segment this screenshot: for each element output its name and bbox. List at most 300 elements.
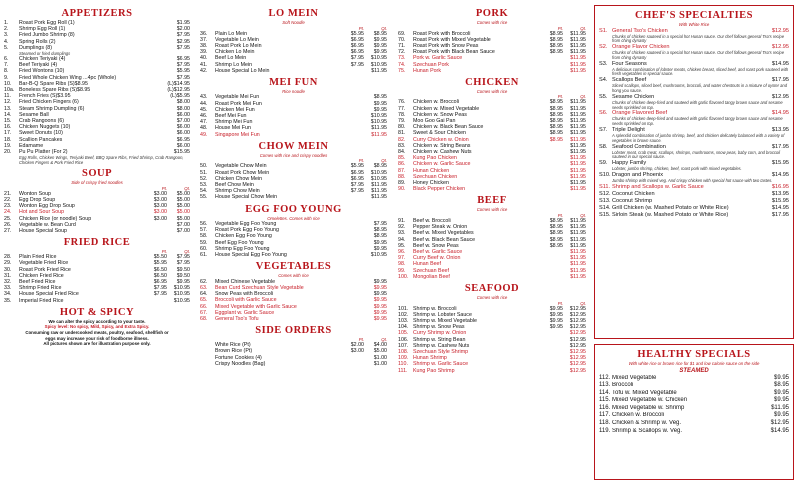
item-price-pint: $8.95 <box>549 224 563 231</box>
item-number: 39. <box>200 49 208 56</box>
menu-item[interactable] <box>200 132 387 138</box>
item-price-quart: $5.00 <box>176 209 190 216</box>
item-name: Chicken w. Broccoli <box>413 99 459 106</box>
item-price-quart: $11.95 <box>570 242 586 249</box>
item-price: $13.95 <box>771 190 789 197</box>
item-number: S9. <box>599 160 608 167</box>
item-number: 97. <box>398 255 406 262</box>
item-name: House Mei Fun <box>215 125 251 132</box>
item-name: Roast Pork Egg Roll (1) <box>19 20 75 26</box>
item-name: Szechuan Chicken <box>413 173 458 180</box>
item-price-quart: $10.95 <box>370 61 387 68</box>
item-number: 46. <box>200 113 208 120</box>
item-number: 96. <box>398 248 406 255</box>
item-number: 41. <box>200 61 208 68</box>
item-number: 87. <box>398 167 406 174</box>
item-number: 84. <box>398 149 406 156</box>
item-description: Chunks of chicken deep-fried and sauteed with garlic flavored tangy brown sauce and sesame seeds sprinkled on top. <box>612 116 783 127</box>
item-price-quart: $10.95 <box>173 291 190 298</box>
menu-item[interactable] <box>200 361 387 367</box>
chicken-section <box>398 77 586 193</box>
item-note: Steamed or fried dumplings <box>19 51 71 57</box>
item-price-pint: $8.95 <box>549 36 563 43</box>
item-name: Chicken w. Snow Peas <box>413 111 467 118</box>
item-price: $6.95 <box>176 136 190 143</box>
item-price-pint: $6.95 <box>350 42 364 49</box>
eggfooyoung-subtitle: Omelettes. Comes with rice <box>267 215 320 221</box>
item-number: 4. <box>4 38 9 45</box>
item-name: Bean Curd Szechuan Style Vegetable <box>215 284 304 291</box>
item-price-pint: $3.00 <box>153 203 167 210</box>
pork-section <box>398 8 586 74</box>
item-number: 79. <box>398 118 406 125</box>
meifun-section <box>200 77 387 138</box>
pint-header: Pt. <box>557 94 563 100</box>
item-number: 55. <box>200 194 208 201</box>
item-number: S6. <box>599 110 608 117</box>
item-price-quart: $11.95 <box>371 188 387 195</box>
item-price-quart: $9.95 <box>373 42 387 49</box>
item-name: Chicken Rice (or noodle) Soup <box>19 215 92 222</box>
healthy-item[interactable] <box>599 405 789 413</box>
eggfooyoung-section <box>200 204 387 259</box>
item-number: 2. <box>4 26 9 33</box>
item-price-pint <box>341 68 364 74</box>
item-price-quart: $8.95 <box>373 227 387 234</box>
item-name: Kung Pao Chicken <box>413 155 457 162</box>
menu-item[interactable] <box>4 298 190 304</box>
item-number: 38. <box>200 42 208 49</box>
chowmein-section <box>200 141 387 201</box>
item-price-pint <box>341 361 364 367</box>
item-description: Jumbo shrimp with mixed veg. And crispy chicken with special hot sauce with two tastes. <box>612 178 773 184</box>
item-name: House Special Lo Mein <box>215 67 270 74</box>
item-price-quart: $12.95 <box>569 305 586 312</box>
item-number: 73. <box>398 55 406 62</box>
beef-subtitle: Comes with rice <box>476 207 508 213</box>
item-number: 58. <box>200 233 208 240</box>
item-number: 78. <box>398 111 406 118</box>
item-price: $9.95 <box>773 389 789 396</box>
healthy-item[interactable] <box>599 382 789 390</box>
item-name: Fortune Cookies (4) <box>215 354 262 361</box>
item-price-quart: $11.95 <box>570 30 586 37</box>
item-name: Coconut Shrimp <box>612 197 653 204</box>
item-price-quart: $9.95 <box>373 278 387 285</box>
item-number: 98. <box>398 261 406 268</box>
item-price-quart: $11.95 <box>570 149 586 156</box>
item-number: 83. <box>398 142 406 149</box>
chef-special-item[interactable] <box>599 191 789 198</box>
item-name: Beef w. Black Bean Sauce <box>413 236 476 243</box>
chefs-subtitle: With White Rice <box>678 22 710 27</box>
item-price-quart: $11.95 <box>371 125 387 132</box>
healthy-subtitle: With white rice or brown rice for $1 and low calorie sauce on the side <box>628 361 760 366</box>
item-price-quart: $1.00 <box>373 354 387 361</box>
item-price-quart: $10.95 <box>370 55 387 62</box>
menu-item[interactable] <box>200 316 387 322</box>
item-number: 26. <box>4 221 12 228</box>
item-description: A delicious combination of lobster meats, chicken breast, sliced beef, and roast pork sauteed with fresh vegetables in special sauce. <box>612 66 789 77</box>
item-price-quart: $11.95 <box>570 273 586 280</box>
item-price: $2.00 <box>176 26 190 33</box>
item-price-quart: $7.00 <box>176 227 190 234</box>
item-number: 5. <box>4 44 9 51</box>
item-price-quart: $10.95 <box>370 175 387 182</box>
item-number: 50. <box>200 163 208 170</box>
item-name: House Special Egg Foo Young <box>215 252 287 259</box>
item-price: $8.95 <box>773 382 789 389</box>
item-name: Sesame Ball <box>19 111 49 118</box>
item-name: Fried Jumbo Shrimp (8) <box>19 32 75 39</box>
item-price-pint: $8.95 <box>549 42 563 49</box>
item-price-quart: $11.95 <box>570 55 586 62</box>
item-price-quart: $9.95 <box>373 284 387 291</box>
item-price-pint: $6.50 <box>153 266 167 273</box>
item-number: 77. <box>398 105 406 112</box>
item-number: 45. <box>200 106 208 113</box>
item-name: Fried Wontons (10) <box>19 68 65 75</box>
item-number: 115. <box>599 397 611 404</box>
menu-item[interactable] <box>398 186 586 192</box>
healthy-item[interactable] <box>599 375 789 383</box>
menu-item[interactable] <box>398 274 586 280</box>
quart-header: Qt. <box>580 94 586 100</box>
item-price-quart: $9.95 <box>373 100 387 107</box>
chowmein-title: CHOW MEIN <box>258 140 329 152</box>
sideorders-section <box>200 325 387 367</box>
item-price: $6.00 <box>176 142 190 149</box>
item-name: Szechuan Pork <box>413 61 449 68</box>
item-name: Shrimp Fried Rice <box>19 285 62 292</box>
item-price-pint: $8.95 <box>549 236 563 243</box>
item-number: 103. <box>398 317 409 324</box>
item-number: 90. <box>398 186 406 193</box>
friedrice-title: FRIED RICE <box>63 237 131 249</box>
item-name: Beef w. Garlic Sauce <box>413 248 463 255</box>
healthy-item[interactable] <box>599 412 789 420</box>
item-price: $17.95 <box>771 143 789 150</box>
item-number: 59. <box>200 239 208 246</box>
steamed-label: STEAMED <box>679 367 709 374</box>
item-price-quart: $8.95 <box>373 30 387 37</box>
item-price-quart: $12.95 <box>569 348 586 355</box>
item-number: 15. <box>4 118 12 125</box>
item-number: 102. <box>398 311 409 318</box>
item-name: Dragon and Phoenix <box>612 172 664 179</box>
item-name: Pepper Steak w. Onion <box>413 224 468 231</box>
item-name: Roast Pork with Black Bean Sauce <box>413 49 495 56</box>
item-number: 18. <box>4 136 12 143</box>
soup-section <box>4 168 190 234</box>
item-number: 65. <box>200 297 208 304</box>
item-name: Shrimp & Scallops w. Veg. <box>612 427 683 434</box>
item-number: 100. <box>398 273 409 280</box>
item-price-pint: $8.95 <box>549 124 563 131</box>
vegetables-subtitle: Comes with rice <box>278 273 309 279</box>
chef-special-item[interactable] <box>599 212 789 219</box>
item-number: S15. <box>599 211 611 218</box>
item-name: Beef w. Broccoli <box>413 217 451 224</box>
item-price-quart: $9.95 <box>176 279 190 285</box>
menu-item[interactable] <box>398 68 586 74</box>
item-number: 52. <box>200 175 208 182</box>
item-name: Shrimp w. Cashew Nuts <box>413 342 470 349</box>
item-name: House Special Chow Mein <box>215 194 278 201</box>
spicy-note: Consuming raw or undercooked meats, poultry, seafood, shellfish or <box>25 330 169 335</box>
item-price: $8.00 <box>176 105 190 112</box>
item-price-quart: $10.95 <box>173 297 190 304</box>
item-price-pint <box>341 252 364 258</box>
item-price-quart: $11.95 <box>570 105 586 112</box>
item-number: 36. <box>200 30 208 37</box>
item-number: 21. <box>4 190 12 197</box>
quart-header: Qt. <box>580 212 586 218</box>
item-price-quart: $9.95 <box>373 297 387 304</box>
beef-section <box>398 195 586 280</box>
item-price: $1.95 <box>176 20 190 26</box>
meifun-subtitle: Rice noodle <box>282 88 305 94</box>
item-price-pint: $7.95 <box>350 55 364 62</box>
item-price: $8.00 <box>176 99 190 106</box>
quart-header: Qt. <box>184 249 190 255</box>
healthy-item[interactable] <box>599 397 789 405</box>
item-price-quart: $9.95 <box>373 239 387 246</box>
healthy-item[interactable] <box>599 390 789 398</box>
item-price: $2.95 <box>176 38 190 45</box>
soup-title: SOUP <box>81 168 112 180</box>
item-price-pint: $5.95 <box>350 30 364 37</box>
item-price-pint: $8.95 <box>549 49 563 56</box>
item-number: 28. <box>4 254 12 261</box>
item-price-pint: $8.95 <box>549 111 563 118</box>
item-price-quart: $11.95 <box>570 180 586 187</box>
item-number: 119. <box>599 427 611 434</box>
item-price-quart: $9.95 <box>373 309 387 316</box>
menu-item[interactable] <box>200 68 387 74</box>
chef-special-item[interactable] <box>599 198 789 205</box>
item-name: Beef Teriyaki (4) <box>19 62 58 69</box>
item-price-quart: $9.95 <box>373 303 387 310</box>
item-price-quart: $11.95 <box>371 131 387 138</box>
item-name: Broccoli with Garlic Sauce <box>215 297 277 304</box>
item-number: S7. <box>599 127 608 134</box>
item-name: Mixed Vegetable <box>612 374 657 381</box>
healthy-item[interactable] <box>599 428 789 436</box>
item-price-quart: $10.95 <box>370 169 387 176</box>
item-price-quart: $12.95 <box>569 330 586 337</box>
item-name: House Special Fried Rice <box>19 291 79 298</box>
appetizers-section <box>4 8 190 165</box>
item-price-quart: $11.95 <box>570 67 586 74</box>
pint-header: Pt. <box>358 25 364 31</box>
menu-item[interactable] <box>4 228 190 234</box>
item-number: 24. <box>4 209 12 216</box>
item-name: Singapore Mei Fun <box>215 131 260 138</box>
pint-header: Pt. <box>557 25 563 31</box>
menu-item[interactable] <box>200 252 387 258</box>
item-price: $7.95 <box>176 74 190 81</box>
item-price: $14.95 <box>771 172 789 179</box>
item-name: Scallion Pancakes <box>19 136 63 143</box>
pork-subtitle: Comes with rice <box>476 20 508 25</box>
item-name: Scallops Beef <box>612 77 647 84</box>
hot-spicy-title: HOT & SPICY <box>59 306 135 318</box>
item-name: Pu Pu Platter (For 2) <box>19 149 68 156</box>
item-name: Broccoli <box>612 382 634 389</box>
menu-item[interactable] <box>398 368 586 374</box>
item-number: S2. <box>599 44 608 51</box>
item-number: 57. <box>200 227 208 234</box>
item-name: Roast Pork with Mixed Vegetable <box>413 36 491 43</box>
item-name: Beef Mei Fun <box>215 113 247 120</box>
item-name: Roast Pork Mei Fun <box>215 100 262 107</box>
item-number: 109. <box>398 355 409 362</box>
item-price-pint <box>341 132 364 138</box>
item-name: Mixed Chinese Vegetable <box>215 278 276 285</box>
item-name: Moo Goo Gai Pan <box>413 118 456 125</box>
item-price-pint <box>540 68 563 74</box>
item-number: 49. <box>200 131 208 138</box>
item-number: 17. <box>4 130 12 137</box>
item-number: S4. <box>599 77 608 84</box>
soup-subtitle: Side of crispy fried noodles <box>71 180 123 186</box>
item-name: Fried Whole Chicken Wing ...4pc (Whole) <box>19 74 117 81</box>
chef-special-item[interactable] <box>599 184 789 191</box>
lomein-subtitle: Soft Noodle <box>282 20 305 25</box>
healthy-title: HEALTHY SPECIALS <box>637 349 751 360</box>
item-name: Vegetable Mei Fun <box>215 94 260 101</box>
seafood-title: SEAFOOD <box>464 283 520 294</box>
item-price-pint: $6.95 <box>350 169 364 176</box>
item-price: $9.95 <box>773 374 789 381</box>
item-name: French Fries (S)$3.95 <box>19 93 71 100</box>
item-description: A splendid combination of jumbo shrimp, beef, and chicken delicately balanced with a variety of vegetables in brown sauce. <box>612 133 785 143</box>
item-price-quart: $11.95 <box>570 118 586 125</box>
item-number: S1. <box>599 27 608 34</box>
item-price-quart: $12.95 <box>569 336 586 343</box>
item-price: $9.95 <box>773 412 789 419</box>
item-number: 68. <box>200 316 208 322</box>
item-name: Tofu w. Mixed Vegetable <box>612 389 677 396</box>
item-price-pint <box>341 316 364 322</box>
column-3 <box>398 6 586 377</box>
item-price-pint: $6.95 <box>350 175 364 182</box>
item-price-quart: $12.95 <box>569 367 586 374</box>
quart-header: Qt. <box>381 337 387 343</box>
item-price-quart: $11.95 <box>570 167 586 174</box>
item-number: 112. <box>599 374 611 381</box>
item-price: $11.95 <box>771 404 789 411</box>
item-number: 35. <box>4 297 12 304</box>
item-price-quart: $11.95 <box>570 173 586 180</box>
item-number: 44. <box>200 100 208 107</box>
item-name: Mixed Vegetable with Garlic Sauce <box>215 303 297 310</box>
item-price-quart: $9.95 <box>373 36 387 43</box>
item-name: Shrimp Mei Fun <box>215 119 253 126</box>
item-number: 20. <box>4 149 12 156</box>
item-description: Lobster, jumbo shrimp, chicken, beef, roast pork with mixed vegetables. <box>612 166 742 172</box>
item-number: 19. <box>4 142 12 149</box>
item-number: 47. <box>200 119 208 126</box>
item-name: Shrimp w. Lobster Sauce <box>413 311 472 318</box>
item-name: Chicken w. Black Bean Sauce <box>413 124 484 131</box>
item-number: 69. <box>398 30 406 37</box>
item-number: 10. <box>4 80 12 87</box>
item-price: $9.95 <box>773 397 789 404</box>
quart-header: Qt. <box>580 300 586 306</box>
item-number: S12. <box>599 190 611 197</box>
pint-header: Pt. <box>161 185 167 191</box>
item-number: S8. <box>599 143 608 150</box>
item-price-quart: $12.95 <box>569 324 586 331</box>
item-number: 94. <box>398 236 406 243</box>
item-price-pint: $6.95 <box>153 279 167 285</box>
healthy-item[interactable] <box>599 420 789 428</box>
chef-special-item[interactable] <box>599 205 789 212</box>
item-price-quart: $8.95 <box>373 163 387 170</box>
item-price-pint <box>540 186 563 192</box>
item-name: House Special Soup <box>19 227 67 234</box>
item-number: 23. <box>4 203 12 210</box>
item-name: Vegetable w. Bean Curd <box>19 221 76 228</box>
item-number: 63. <box>200 284 208 291</box>
item-number: 37. <box>200 36 208 43</box>
item-name: Edamame <box>19 142 44 149</box>
item-description: Chunks of chicken sauteed in a special hot Hunan sauce. Our chef follows general Tso's recipe from ching dynasty <box>612 33 784 44</box>
spicy-note: We can alter the spicy according to your taste. <box>48 318 146 324</box>
item-number: 85. <box>398 155 406 162</box>
item-number: 99. <box>398 267 406 274</box>
item-name: Szechuan Beef <box>413 267 449 274</box>
item-name: Dumplings (8) <box>19 44 52 51</box>
item-price-pint: $6.95 <box>350 36 364 43</box>
quart-header: Qt. <box>580 25 586 31</box>
item-number: 25. <box>4 215 12 222</box>
item-name: Mongolian Beef <box>413 273 450 280</box>
item-price-quart: $11.95 <box>570 130 586 137</box>
pint-header: Pt. <box>557 300 563 306</box>
item-number: 48. <box>200 125 208 132</box>
item-number: 40. <box>200 55 208 62</box>
item-price-quart: $11.95 <box>570 186 586 193</box>
item-number: 108. <box>398 348 409 355</box>
lomein-title: LO MEIN <box>268 8 319 19</box>
item-number: 117. <box>599 412 611 419</box>
item-price-quart: $10.95 <box>173 285 190 292</box>
item-price-quart: $11.95 <box>570 124 586 131</box>
item-number <box>200 361 215 367</box>
item-price-quart: $11.95 <box>371 194 387 201</box>
item-price-quart: $11.95 <box>570 111 586 118</box>
menu-item[interactable] <box>200 194 387 200</box>
item-price: (L)$5.95 <box>170 93 190 100</box>
item-name: Imperial Fried Rice <box>19 297 64 304</box>
item-name: Beef Fried Rice <box>19 279 56 285</box>
item-description: Chunks of chicken deep-fried and sauteed with garlic flavored tangy brown sauce and sesame seeds sprinkled on top. <box>612 99 783 110</box>
item-number: 81. <box>398 130 406 137</box>
item-price: $7.00 <box>176 118 190 125</box>
column-2 <box>200 6 387 370</box>
item-price: $14.95 <box>770 427 789 434</box>
item-price-pint: $5.95 <box>350 163 364 170</box>
item-price-quart: $11.95 <box>570 236 586 243</box>
item-name: Sweet & Sour Chicken <box>413 130 466 137</box>
item-number: 60. <box>200 245 208 252</box>
item-price-quart: $9.95 <box>373 106 387 113</box>
friedrice-section <box>4 237 190 304</box>
item-name: Chicken Teriyaki (4) <box>19 56 66 63</box>
